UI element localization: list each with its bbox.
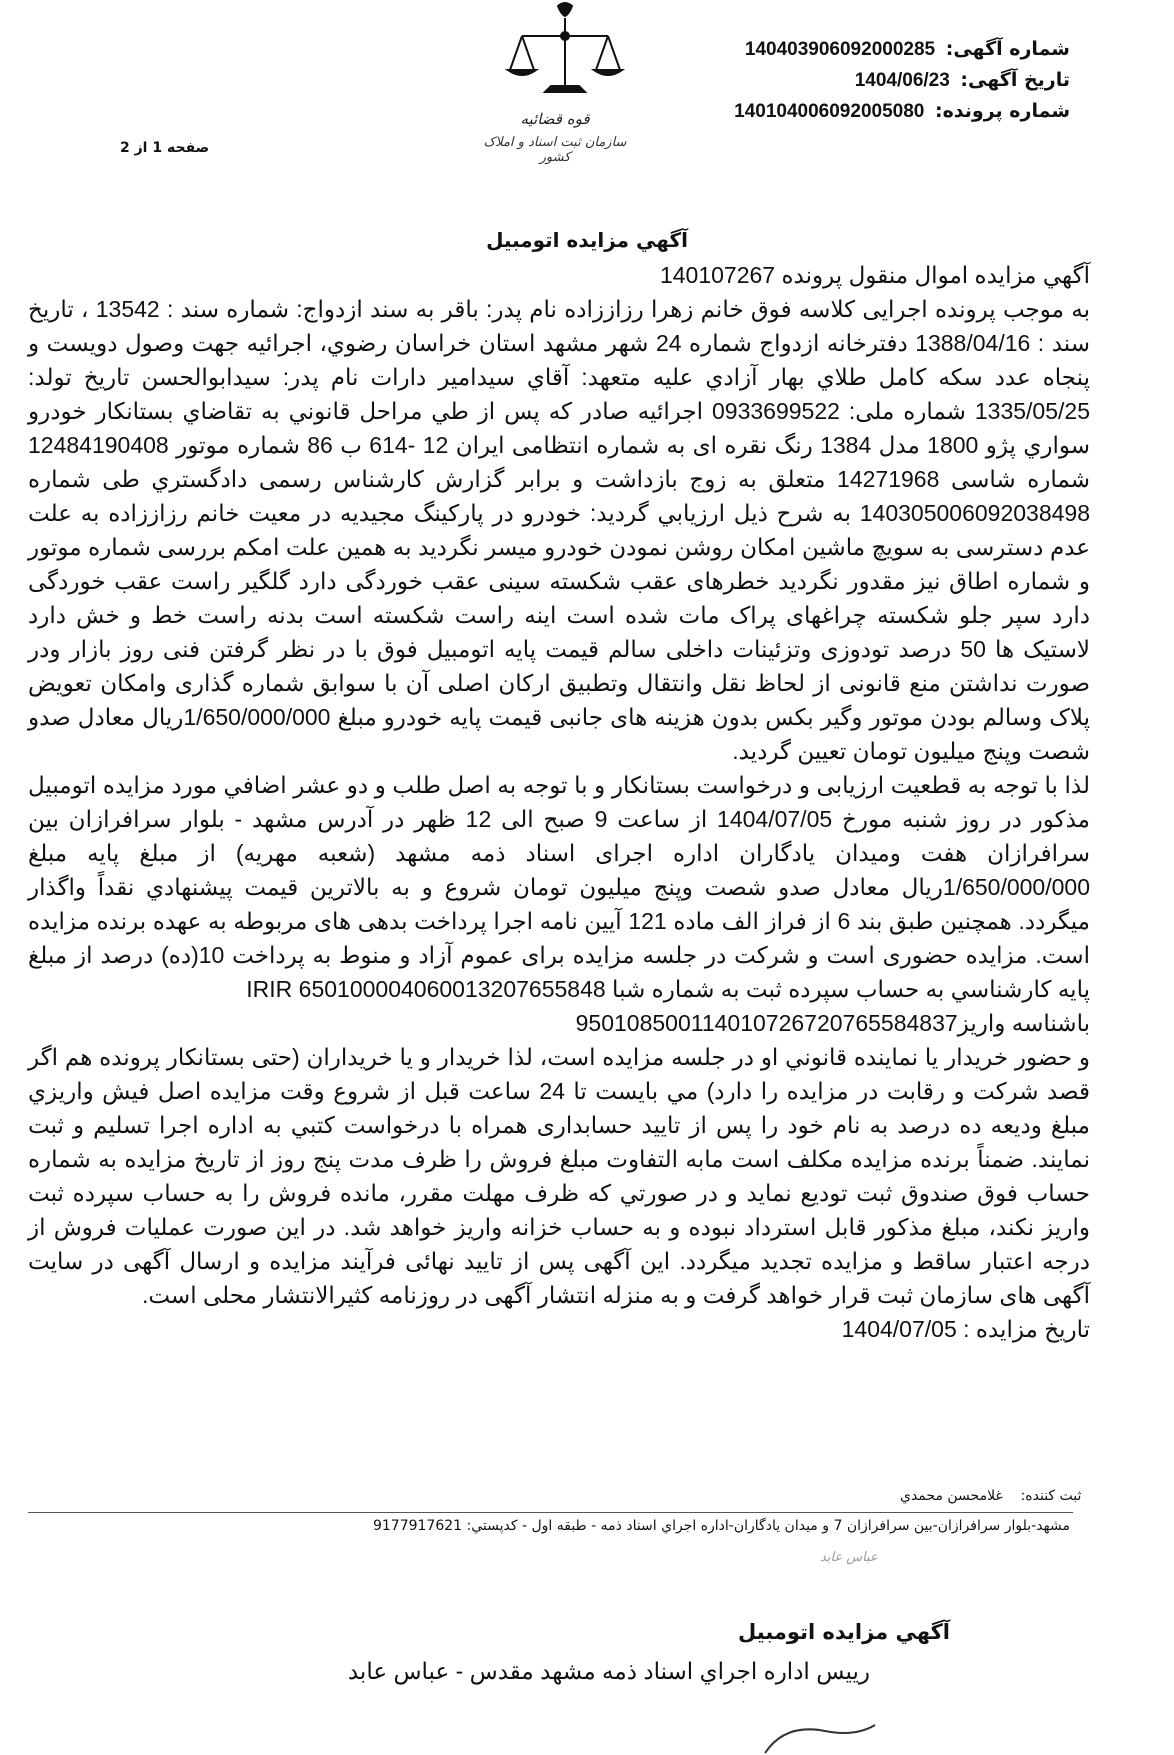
file-number: 140104006092005080 <box>734 101 925 122</box>
faded-stamp-text: عباس عابد <box>820 1550 878 1565</box>
registrar <box>900 1488 1081 1504</box>
footer-title: آگهي مزايده اتومبيل <box>738 1620 950 1644</box>
body-paragraph: آگهي مزايده اموال منقول پرونده 140107267 <box>659 262 1090 288</box>
signatory: رييس اداره اجراي اسناد ذمه مشهد مقدس - عباس عابد <box>347 1658 870 1684</box>
file-number-row <box>700 96 1070 127</box>
ad-meta <box>700 34 1070 127</box>
ad-date-row <box>700 65 1070 96</box>
registrar-name: غلامحسن محمدي <box>900 1488 1003 1504</box>
page-number: صفحه 1 از 2 <box>120 140 210 156</box>
ad-number: 140403906092000285 <box>744 39 936 60</box>
body-paragraph: باشناسه واریز950108500114010726720765584837 <box>575 1010 1090 1036</box>
body-paragraph: و حضور خريدار يا نماينده قانوني او در جلسه مزايده است، لذا خریدار و یا خریداران (حتی بستانکار پرونده هم اگر قصد شرکت و رقابت در مزایده را دارد) مي بايست تا 24 ساعت قبل از شروع وقت مزايده اصل فيش واريزي مبلغ وديعه ده درصد به نام خود را پس از تایید حسابداری همراه با درخواست کتبي به اداره اجرا تسليم و ثبت نمايند. ضمناً برنده مزايده مكلف است مابه التفاوت مبلغ فروش را ظرف مدت پنج روز از تاريخ مزايده به شماره حساب فوق صندوق ثبت توديع نمايد و در صورتي كه ظرف مهلت مقرر، مانده فروش را به حساب سپرده ثبت واريز نكند، مبلغ مذكور قابل استرداد نبوده و به حساب خزانه واريز خواهد شد. در اين صورت عمليات فروش از درجه اعتبار ساقط و مزايده تجديد ميگردد. اين آگهی پس از تاييد نهائی فرآيند مزايده و ارسال آگهی در سايت آگهی های سازمان ثبت قرار خواهد گرفت و به منزله انتشار آگهی در روزنامه كثيرالانتشار محلی است. <box>28 1044 1090 1308</box>
ad-date-label: تاریخ آگهی: <box>960 69 1070 91</box>
signature-mark-icon <box>760 1720 880 1755</box>
office-address: مشهد-بلوار سرافرازان-بین سرافرازان 7 و میدان یادگاران-اداره اجراي اسناد ذمه - طبقه اول - كدپستي: 9177917621 <box>372 1518 1070 1534</box>
auction-date: تاریخ مزایده : 1404/07/05 <box>841 1316 1090 1342</box>
org-name: قوه قضائیه <box>520 110 590 128</box>
registrar-label: ثبت کننده: <box>1020 1488 1082 1504</box>
file-number-label: شماره پرونده: <box>934 100 1070 122</box>
body-paragraph: لذا با توجه به قطعيت ارزيابی و درخواست بستانكار و با توجه به اصل طلب و دو عشر اضافي مورد مزايده اتومبيل مذكور در روز شنبه مورخ 1404/07/05 از ساعت 9 صبح الی 12 ظهر در آدرس مشهد - بلوار سرافرازان بين سرافرازان هفت وميدان يادگاران اداره اجرای اسناد ذمه مشهد (شعبه مهريه) از مبلغ پايه مبلغ 1/650/000/000ریال معادل صدو شصت وپنج میلیون تومان شروع و به بالاترين قيمت پيشنهادي نقداً واگذار ميگردد. همچنین طبق بند 6 از فراز الف ماده 121 آیین نامه اجرا پرداخت بدهی های مربوطه به عهده برنده مزایده است. مزایده حضوری است و شرکت در جلسه مزایده برای عموم آزاد و منوط به پرداخت 10(ده) درصد از مبلغ پایه کارشناسي به حساب سپرده ثبت به شماره شبا IRIR 650100004060013207655848 <box>28 772 1090 1002</box>
ad-date: 1404/06/23 <box>854 70 950 91</box>
notice-body <box>28 258 1090 1346</box>
body-paragraph: به موجب پرونده اجرایی کلاسه فوق خانم زهرا رزاززاده نام پدر: باقر به سند ازدواج: شماره سند : 13542 ، تاریخ سند : 1388/04/16 دفترخانه ازدواج شماره 24 شهر مشهد استان خراسان رضوي، اجرائيه جهت وصول دويست و پنجاه عدد سکه کامل طلاي بهار آزادي عليه متعهد: آقاي سيدامير دارات نام پدر: سیدابوالحسن تاریخ تولد: 1335/05/25 شماره ملی: 0933699522 اجرائيه صادر که پس از طي مراحل قانوني به تقاضاي بستانکار خودرو سواري پژو 1800 مدل 1384 رنگ نقره ای به شماره انتظامی ایران 12 -614 ب 86 شماره موتور 12484190408 شماره شاسی 14271968 متعلق به زوج بازداشت و برابر گزارش كارشناس رسمی دادگستري طی شماره 140305006092038498 به شرح ذیل ارزيابي گردید: خودرو در پارکینگ مجیدیه در معیت خانم رزاززاده به علت عدم دسترسی به سویچ ماشین امکان روشن نمودن خودرو میسر نگردید به همین علت امکم بررسی شماره موتور و شماره اطاق نیز مقدور نگردید خطرهای عقب شکسته سینی عقب خوردگی دارد گلگیر راست عقب خوردگی دارد سپر جلو شکسته چراغهای پراک مات شده است اینه راست شکسته است بدنه راست خط و خش دارد لاستیک ها 50 درصد تودوزی وتزئینات داخلی سالم قیمت پایه اتومبیل فوق با در نظر گرفتن فنی روز بازار ودر صورت نداشتن منع قانونی از لحاظ نقل وانتقال وتطبیق ارکان اصلی آن با سوابق شماره گذاری وامکان تعویض پلاک وسالم بودن موتور وگیر بکس بدون هزینه های جانبی قیمت پایه خودرو مبلغ 1/650/000/000ریال معادل صدو شصت وپنج میلیون تومان تعیین گردید. <box>28 296 1091 764</box>
ad-number-row <box>700 34 1070 65</box>
notice-title: آگهي مزايده اتومبيل <box>486 228 688 252</box>
org-subtitle: سازمان ثبت اسناد و املاک کشور <box>483 135 627 165</box>
divider <box>28 1512 1073 1513</box>
ad-number-label: شماره آگهی: <box>945 38 1070 60</box>
judiciary-scales-emblem-icon <box>500 0 630 110</box>
